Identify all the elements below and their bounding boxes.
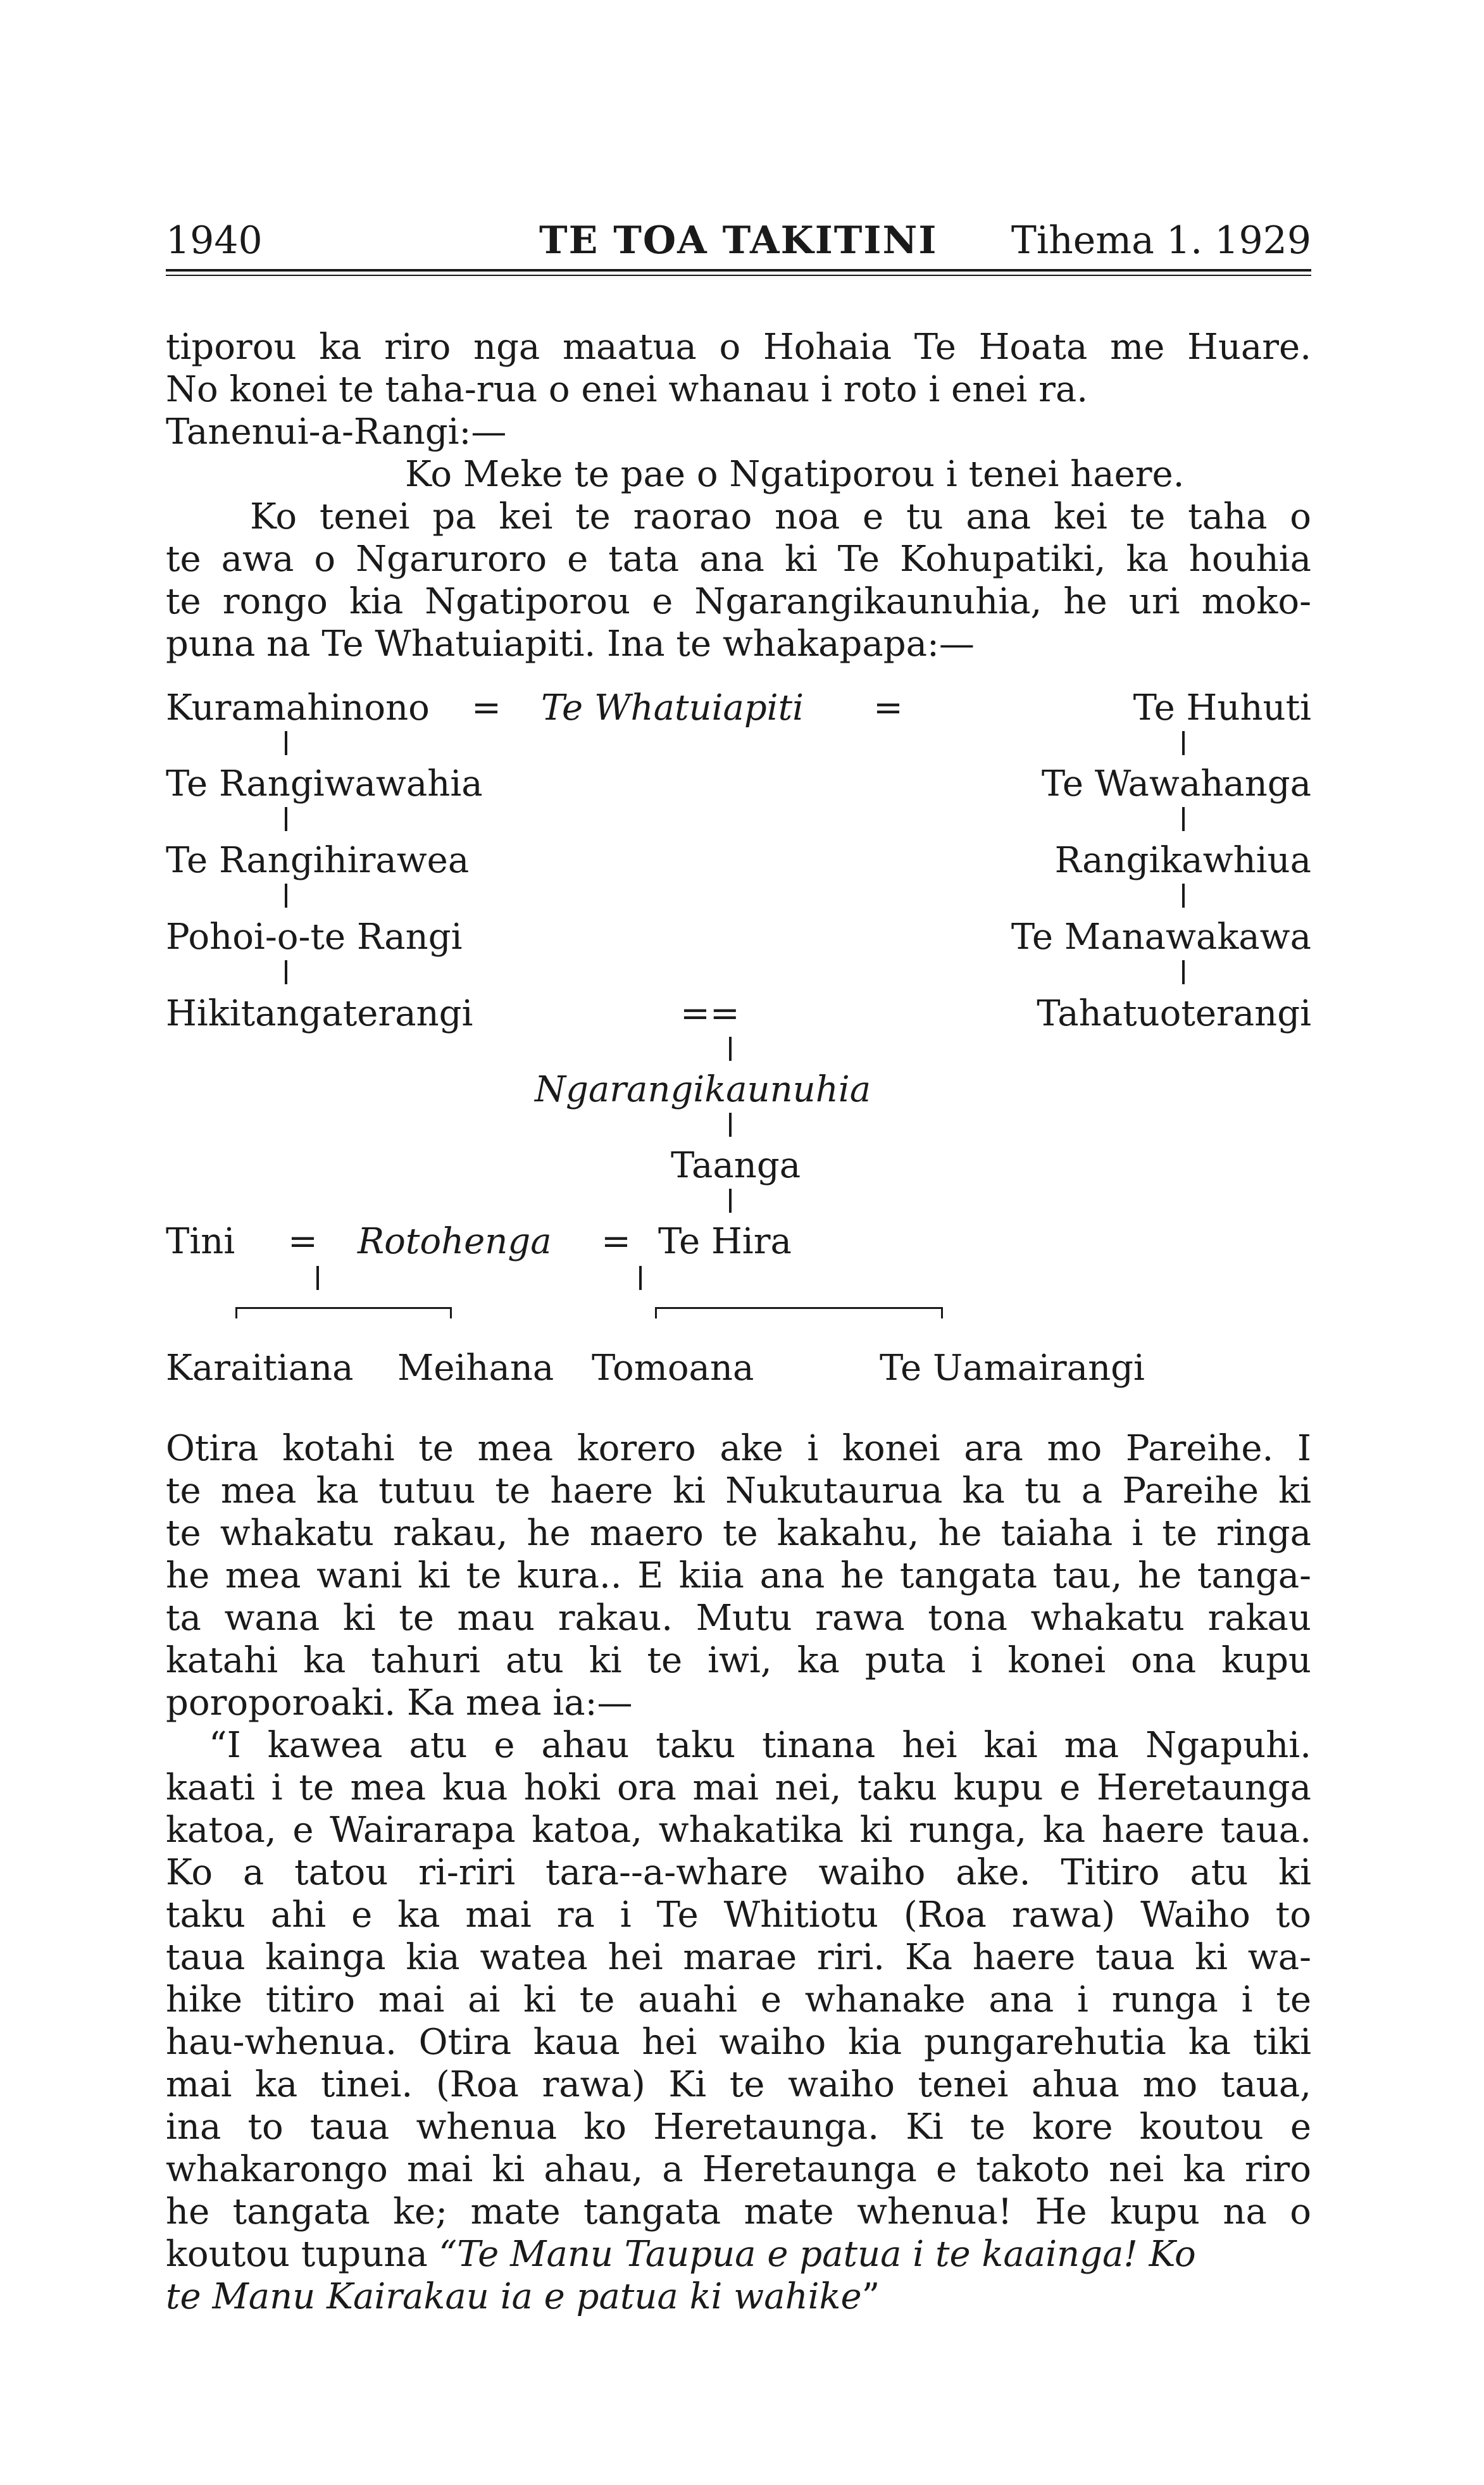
header-rule-thin: [166, 275, 1311, 276]
quote-line: taua kainga kia watea hei marae riri. Ka haere taua ki wa-: [166, 1937, 1311, 1978]
quote-line: kaati i te mea kua hoki ora mai nei, taku kupu e Heretaunga: [166, 1767, 1311, 1808]
marriage-sign: =: [873, 687, 903, 729]
descent-line: [729, 1113, 732, 1137]
descent-line: [1182, 731, 1185, 755]
ancestor-name: Pohoi-o-te Rangi: [166, 917, 463, 958]
quote-line: katoa, e Wairarapa katoa, whakatika ki runga, ka haere taua.: [166, 1810, 1311, 1851]
quote-line: hike titiro mai ai ki te auahi e whanake ana i runga i te: [166, 1979, 1311, 2020]
quote-line: taku ahi e ka mai ra i Te Whitiotu (Roa rawa) Waiho to: [166, 1894, 1311, 1936]
ancestor-name: Hikitangaterangi: [166, 993, 473, 1034]
ancestor-name: Te Whatuiapiti: [541, 687, 804, 729]
marriage-sign: ==: [680, 993, 740, 1034]
text-line: katahi ka tahuri atu ki te iwi, ka puta i konei ona kupu: [166, 1640, 1311, 1681]
quote-line: “I kawea atu e ahau taku tinana hei kai ma Ngapuhi.: [209, 1725, 1311, 1766]
ancestor-name: Te Rangiwawahia: [166, 763, 483, 804]
descent-line: [729, 1189, 732, 1213]
ancestor-name: Te Wawahanga: [1041, 763, 1311, 804]
bracket-tick: [655, 1307, 657, 1318]
ancestor-name: Te Hira: [658, 1221, 792, 1262]
text-line: No konei te taha-rua o enei whanau i roto i enei ra.: [166, 369, 1088, 410]
bracket-tick: [941, 1307, 943, 1318]
quote-line: ina to taua whenua ko Heretaunga. Ki te kore koutou e: [166, 2106, 1311, 2148]
ancestor-name: Kuramahinono: [166, 687, 430, 729]
text-line: tiporou ka riro nga maatua o Hohaia Te Hoata me Huare.: [166, 327, 1311, 368]
quote-close-mark: ”: [861, 2276, 880, 2317]
quote-text-italic: “Te Manu Taupua e patua i te kaainga! Ko: [439, 2234, 1196, 2275]
running-header: [166, 218, 1311, 263]
ancestor-name: Te Manawakawa: [1011, 917, 1311, 958]
ancestor-name: Rotohenga: [358, 1221, 552, 1262]
descent-line: [285, 960, 287, 984]
issue-date: Tihema 1. 1929: [1011, 218, 1311, 263]
text-line: poroporoaki. Ka mea ia:—: [166, 1682, 633, 1724]
quote-line: [166, 2275, 1311, 2318]
text-line: te awa o Ngaruroro e tata ana ki Te Kohupatiki, ka houhia: [166, 539, 1311, 580]
quote-text: koutou tupuna: [166, 2234, 439, 2275]
ancestor-name: Te Rangihirawea: [166, 840, 470, 881]
ancestor-name: Tini: [166, 1221, 235, 1262]
child-name: Te Uamairangi: [880, 1348, 1145, 1389]
ancestor-name: Ngarangikaunuhia: [535, 1069, 871, 1110]
descent-line: [285, 884, 287, 908]
text-line: Ko tenei pa kei te raorao noa e tu ana kei te taha o: [250, 496, 1311, 537]
quote-text-italic: te Manu Kairakau ia e patua ki wahike: [166, 2276, 862, 2317]
quote-line: Ko a tatou ri-riri tara--a-whare waiho ake. Titiro atu ki: [166, 1852, 1311, 1893]
marriage-sign: =: [288, 1221, 318, 1262]
page-number: 1940: [166, 218, 263, 263]
descent-line: [285, 731, 287, 755]
header-rule: [166, 269, 1311, 272]
text-line: ta wana ki te mau rakau. Mutu rawa tona whakatu rakau: [166, 1598, 1311, 1639]
text-line: te whakatu rakau, he maero te kakahu, he taiaha i te ringa: [166, 1513, 1311, 1554]
quote-line: hau-whenua. Otira kaua hei waiho kia pungarehutia ka tiki: [166, 2022, 1311, 2063]
text-line: te rongo kia Ngatiporou e Ngarangikaunuhia, he uri moko-: [166, 581, 1311, 622]
descent-line: [316, 1266, 319, 1290]
quote-line: he tangata ke; mate tangata mate whenua! He kupu na o: [166, 2191, 1311, 2232]
quote-line: whakarongo mai ki ahau, a Heretaunga e takoto nei ka riro: [166, 2149, 1311, 2190]
ancestor-name: Tahatuoterangi: [1037, 993, 1311, 1034]
descent-line: [639, 1266, 642, 1290]
ancestor-name: Taanga: [671, 1145, 801, 1186]
descent-line: [1182, 807, 1185, 831]
marriage-sign: =: [601, 1221, 631, 1262]
descent-line: [285, 807, 287, 831]
sibling-bracket: [235, 1307, 452, 1309]
bracket-tick: [235, 1307, 237, 1318]
text-line: te mea ka tutuu te haere ki Nukutaurua ka tu a Pareihe ki: [166, 1470, 1311, 1512]
text-line: puna na Te Whatuiapiti. Ina te whakapapa:—: [166, 623, 975, 665]
text-line: Otira kotahi te mea korero ake i konei ara mo Pareihe. I: [166, 1428, 1311, 1469]
marriage-sign: =: [471, 687, 501, 729]
quote-line: mai ka tinei. (Roa rawa) Ki te waiho tenei ahua mo taua,: [166, 2064, 1311, 2105]
descent-line: [1182, 884, 1185, 908]
sibling-bracket: [655, 1307, 943, 1309]
child-name: Tomoana: [592, 1348, 754, 1389]
descent-line: [729, 1037, 732, 1061]
child-name: Meihana: [397, 1348, 554, 1389]
ancestor-name: Te Huhuti: [1133, 687, 1311, 729]
text-line: he mea wani ki te kura.. E kiia ana he tangata tau, he tanga-: [166, 1555, 1311, 1596]
child-name: Karaitiana: [166, 1348, 354, 1389]
descent-line: [1182, 960, 1185, 984]
text-line-indented: Ko Meke te pae o Ngatiporou i tenei haere.: [405, 454, 1185, 495]
ancestor-name: Rangikawhiua: [1054, 840, 1311, 881]
text-line: Tanenui-a-Rangi:—: [166, 411, 507, 453]
quote-line: [166, 2233, 1311, 2275]
bracket-tick: [450, 1307, 452, 1318]
journal-title: TE TOA TAKITINI: [539, 218, 938, 263]
